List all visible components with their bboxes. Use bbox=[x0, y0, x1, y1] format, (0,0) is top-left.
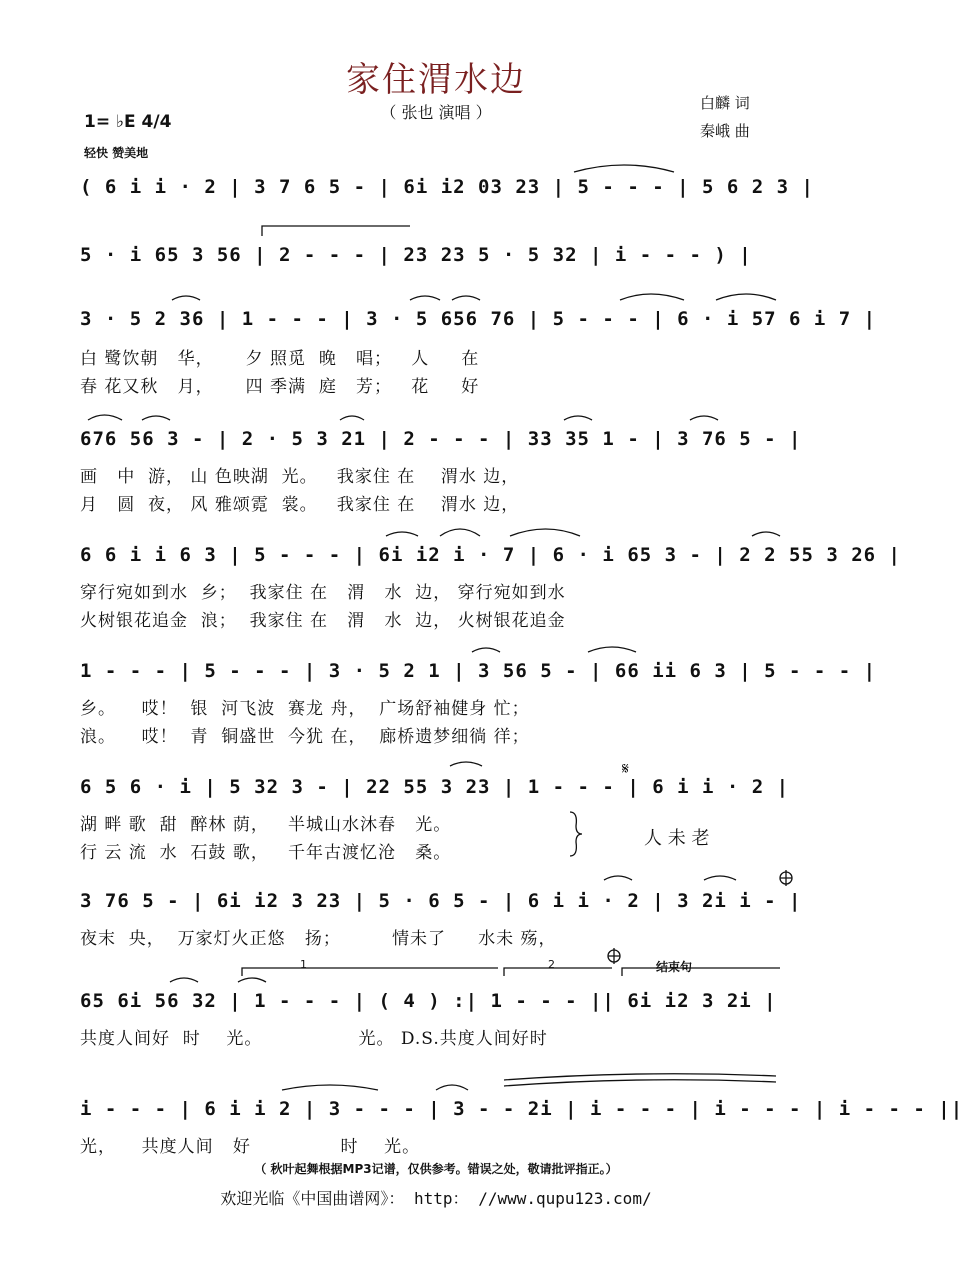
key-signature: 1= ♭E 4/4 bbox=[84, 112, 172, 132]
slur bbox=[440, 529, 480, 536]
staff-line-9: 65 6i 56 32 | 1 - - - | ( 4 ) :| 1 - - - || 6i i2 3 2i | bbox=[80, 990, 777, 1012]
volta-bracket bbox=[242, 968, 498, 976]
segno-icon: 𝄋 bbox=[622, 759, 629, 778]
slur bbox=[604, 876, 632, 880]
slur bbox=[410, 296, 440, 300]
slur bbox=[282, 1085, 378, 1090]
staff-line-6: 1 - - - | 5 - - - | 3 · 5 2 1 | 3 56 5 - | 66 ii 6 3 | 5 - - - | bbox=[80, 660, 877, 682]
final-tie bbox=[504, 1074, 776, 1080]
slur bbox=[238, 978, 266, 982]
lyric-line: 湖 畔 歌 甜 醉林 荫， 半城山水沐春 光。 bbox=[80, 815, 452, 835]
staff-line-10: i - - - | 6 i i 2 | 3 - - - | 3 - - 2i | i - - - | i - - - | i - - - || bbox=[80, 1098, 963, 1120]
slur bbox=[472, 648, 500, 652]
slur bbox=[386, 532, 418, 536]
bracket-lyric: 人 未 老 bbox=[644, 828, 710, 849]
lyric-line: 行 云 流 水 石鼓 歌， 千年古渡忆沧 桑。 bbox=[80, 843, 452, 863]
volta-bracket bbox=[262, 226, 410, 236]
composer: 秦峨 曲 bbox=[700, 122, 750, 140]
slur bbox=[452, 296, 480, 300]
slur bbox=[716, 294, 776, 300]
staff-line-8: 3 76 5 - | 6i i2 3 23 | 5 · 6 5 - | 6 i i · 2 | 3 2i i - | bbox=[80, 890, 802, 912]
volta-first: 1 bbox=[300, 958, 307, 971]
song-title: 家住渭水边 bbox=[346, 60, 526, 100]
slur bbox=[564, 416, 592, 420]
slur bbox=[172, 296, 200, 300]
slur bbox=[510, 529, 580, 536]
ending-label: 结束句 bbox=[656, 960, 693, 974]
slur bbox=[170, 978, 198, 982]
performer: （ 张也 演唱 ） bbox=[380, 103, 492, 122]
ending-bracket bbox=[622, 968, 780, 976]
slur bbox=[436, 1085, 468, 1090]
slur bbox=[752, 532, 780, 536]
tempo-marking: 轻快 赞美地 bbox=[84, 146, 149, 160]
staff-line-2: 5 · i 65 3 56 | 2 - - - | 23 23 5 · 5 32 | i - - - ) | bbox=[80, 244, 752, 266]
slur bbox=[142, 416, 170, 420]
lyric-line: 白 鹭饮朝 华， 夕 照觅 晚 唱； 人 在 bbox=[80, 349, 480, 369]
lyricist: 白麟 词 bbox=[700, 94, 750, 112]
transcriber-note: （ 秋叶起舞根据MP3记谱，仅供参考。错误之处，敬请批评指正。） bbox=[254, 1162, 618, 1176]
lyric-line: 穿行宛如到水 乡； 我家住 在 渭 水 边， 穿行宛如到水 bbox=[80, 583, 566, 603]
brace bbox=[570, 812, 582, 856]
final-tie bbox=[504, 1080, 776, 1086]
staff-line-7: 6 5 6 · i | 5 32 3 - | 22 55 3 23 | 1 - - - | 6 i i · 2 | bbox=[80, 776, 790, 798]
lyric-line: 画 中 游， 山 色映湖 光。 我家住 在 渭水 边， bbox=[80, 467, 520, 487]
slur bbox=[450, 762, 482, 766]
lyric-line: 春 花又秋 月， 四 季满 庭 芳； 花 好 bbox=[80, 377, 480, 397]
slur bbox=[620, 294, 684, 300]
volta-bracket bbox=[504, 968, 612, 976]
lyric-line: 浪。 哎！ 青 铜盛世 今犹 在， 廊桥遗梦细徜 徉； bbox=[80, 727, 530, 747]
staff-line-1: ( 6 i i · 2 | 3 7 6 5 - | 6i i2 03 23 | 5 - - - | 5 6 2 3 | bbox=[80, 176, 814, 198]
website-link[interactable]: 欢迎光临《中国曲谱网》： http： //www.qupu123.com/ bbox=[220, 1189, 652, 1208]
lyric-line: 夜末 央， 万家灯火正悠 扬； 情未了 水未 殇， bbox=[80, 929, 557, 949]
lyric-line: 月 圆 夜， 风 雅颂霓 裳。 我家住 在 渭水 边， bbox=[80, 495, 520, 515]
lyric-line: 共度人间好 时 光。 光。 D.S.共度人间好时 bbox=[80, 1029, 548, 1049]
slur bbox=[88, 415, 122, 420]
staff-line-3: 3 · 5 2 36 | 1 - - - | 3 · 5 656 76 | 5 - - - | 6 · i 57 6 i 7 | bbox=[80, 308, 877, 330]
lyric-line: 火树银花追金 浪； 我家住 在 渭 水 边， 火树银花追金 bbox=[80, 611, 566, 631]
staff-line-5: 6 6 i i 6 3 | 5 - - - | 6i i2 i · 7 | 6 · i 65 3 - | 2 2 55 3 26 | bbox=[80, 544, 901, 566]
lyric-line: 乡。 哎！ 银 河飞波 赛龙 舟， 广场舒袖健身 忙； bbox=[80, 699, 530, 719]
slur bbox=[574, 165, 674, 172]
volta-second: 2 bbox=[548, 958, 555, 971]
slur bbox=[690, 416, 718, 420]
staff-line-4: 676 56 3 - | 2 · 5 3 21 | 2 - - - | 33 35 1 - | 3 76 5 - | bbox=[80, 428, 802, 450]
slur bbox=[704, 876, 736, 880]
slur bbox=[340, 416, 364, 420]
slur bbox=[588, 647, 636, 652]
lyric-line: 光， 共度人间 好 时 光。 bbox=[80, 1137, 421, 1157]
